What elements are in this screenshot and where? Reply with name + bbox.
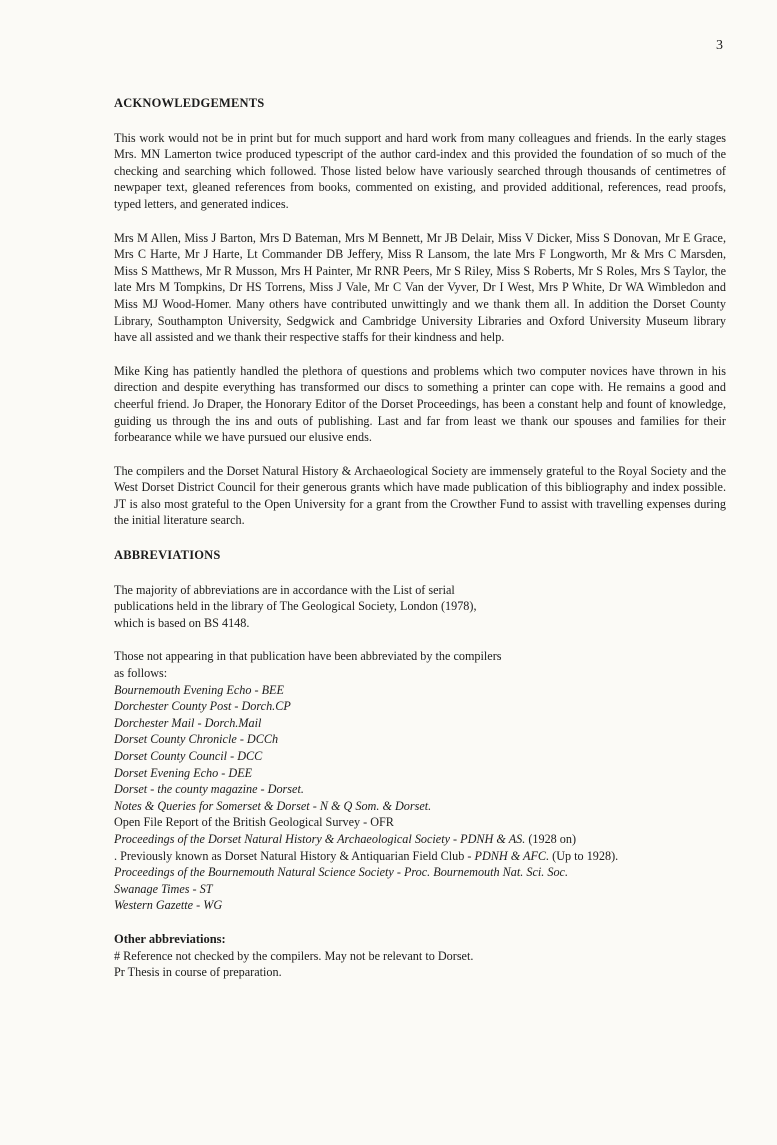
abbreviation-note: Open File Report of the British Geological Survey - OFR [114,815,394,830]
abbreviation-title: Bournemouth Evening Echo - BEE [114,682,284,697]
abbreviation-note: (Up to 1928). [549,848,619,863]
abbreviation-title: Dorset - the county magazine - Dorset. [114,782,304,797]
abbreviation-entry [114,731,726,748]
abbreviation-title: Dorset County Council - DCC [114,749,263,763]
abbreviation-entry [114,814,726,831]
abbreviation-title: Proceedings of the Bournemouth Natural Science Society - Proc. Bournemouth Nat. Sci. Soc. [114,865,568,880]
abbreviation-note: (1928 on) [525,831,577,846]
acknowledgements-heading: ACKNOWLEDGEMENTS [114,96,265,110]
page-number: 3 [716,38,723,53]
other-abbreviations-heading: Other abbreviations: [114,931,226,946]
abbreviation-title: Proceedings of the Dorset Natural History & Archaeological Society - PDNH & AS. [114,831,526,846]
other-abbreviations [114,931,726,981]
abbreviation-entry [114,831,726,848]
intro-line: The majority of abbreviations are in accordance with the List of serial [114,582,455,597]
abbreviation-title: Dorset Evening Echo - DEE [114,765,253,780]
intro-line: publications held in the library of The Geological Society, London (1978), [114,599,477,614]
abbreviation-title: Dorset County Chronicle - DCCh [114,732,279,747]
abbreviation-title: Western Gazette - WG [114,898,223,913]
abbreviation-entry [114,698,726,715]
abbreviation-entry [114,864,726,881]
abbreviation-entry [114,748,726,765]
abbreviation-title: Swanage Times - ST [114,881,213,896]
abbreviation-title: PDNH & AFC. [474,848,550,863]
intro-line: which is based on BS 4148. [114,615,250,630]
abbreviation-title: Dorchester Mail - Dorch.Mail [114,715,262,730]
abbreviation-entry [114,798,726,815]
abbreviation-entries [114,682,726,914]
acknowledgements-paragraph: Mike King has patiently handled the plethora of questions and problems which two computer novices have thrown in his direction and despite everything has transformed our discs to something a printer can cope with. He remains a good and cheerful friend. Jo Draper, the Honorary Editor of the Dorset Proceedings, has been a constant help and fount of knowledge, guiding us through the ins and outs of publishing. Last and far from least we thank our spouses and families for their forbearance while we have pursued our elusive ends. [114,363,726,445]
follow-line: as follows: [114,666,168,681]
abbreviation-title: Dorchester County Post - Dorch.CP [114,699,291,714]
acknowledgements-paragraph: This work would not be in print but for much support and hard work from many colleagues and friends. In the early stages Mrs. MN Lamerton twice produced typescript of the author card-index and this provided the foundation of so much of the checking and searching which followed. Those listed below have variously searched through thousands of centimetres of newpaper text, gleaned references from books, commented on existing, and provided additional, references, read proofs, typed letters, and generated indices. [114,130,726,211]
document-body [114,95,726,981]
abbreviations-heading: ABBREVIATIONS [114,548,221,563]
abbreviation-note: . Previously known as Dorset Natural History & Antiquarian Field Club - [114,848,475,863]
abbreviation-entry [114,781,726,798]
abbreviation-entry [114,848,726,865]
abbreviation-entry [114,881,726,898]
abbreviations-intro [114,582,726,632]
other-abbreviation-line: Pr Thesis in course of preparation. [114,965,282,980]
abbreviation-entry [114,897,726,914]
acknowledgements-paragraph: Mrs M Allen, Miss J Barton, Mrs D Bateman, Mrs M Bennett, Mr JB Delair, Miss V Dicker, Miss S Donovan, Mr E Grace, Mrs C Harte, Mr J Harte, Lt Commander DB Jeffery, Miss R Lansom, the late Mrs F Longworth, Mr & Mrs C Marsden, Miss S Matthews, Mr R Musson, Mrs H Painter, Mr RNR Peers, Mr S Riley, Miss S Roberts, Mr S Roles, Mrs S Taylor, the late Mrs M Tompkins, Dr HS Torrens, Miss J Vale, Mr C Van der Vyver, Dr I West, Mrs P White, Dr WA Wimbledon and Miss MJ Wood-Homer. Many others have contributed unwittingly and we thank them all. In addition the Dorset County Library, Southampton University, Sedgwick and Cambridge University Libraries and Oxford University Museum library have all assisted and we thank their respective staffs for their kindness and help. [114,230,726,345]
abbreviation-entry [114,765,726,782]
acknowledgements-paragraph: The compilers and the Dorset Natural History & Archaeological Society are immensely grateful to the Royal Society and the West Dorset District Council for their generous grants which have made publication of this bibliography and index possible. JT is also most grateful to the Open University for a grant from the Crowther Fund to assist with travelling expenses during the initial literature search. [114,463,726,528]
abbreviation-entry [114,715,726,732]
abbreviation-title: Notes & Queries for Somerset & Dorset - N & Q Som. & Dorset. [114,798,432,813]
abbreviations-list [114,648,726,914]
follow-line: Those not appearing in that publication have been abbreviated by the compilers [114,649,502,664]
abbreviation-entry [114,682,726,699]
other-abbreviation-line: # Reference not checked by the compilers. May not be relevant to Dorset. [114,948,474,963]
